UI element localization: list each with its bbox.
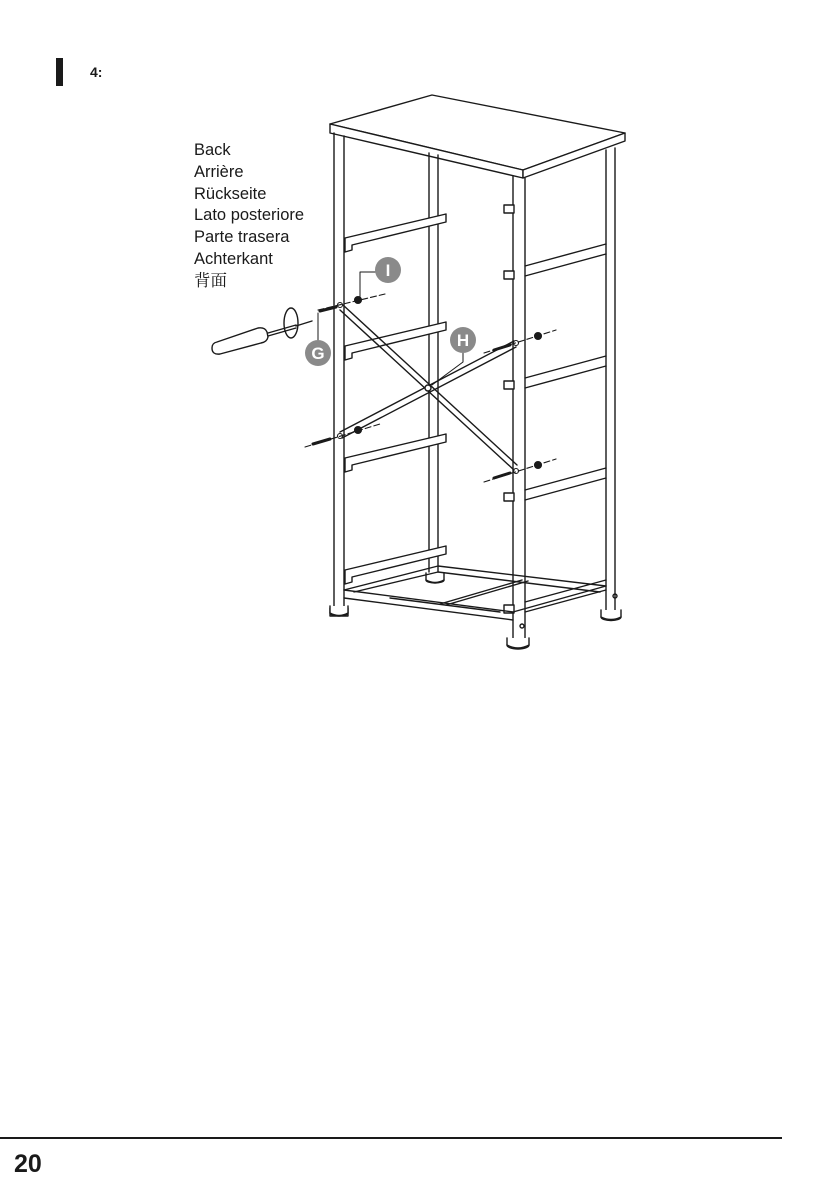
top-panel [330,95,625,178]
right-rails [504,244,606,613]
front-right-post [606,148,615,610]
screwdriver-icon [212,308,312,354]
callout-h [450,327,476,353]
feet [330,573,621,649]
page-number: 20 [14,1150,42,1178]
front-left-post [504,176,525,640]
label-chinese: 背面 [194,271,227,290]
callout-g [305,340,331,366]
label-german: Rückseite [194,184,267,203]
callout-h-text: H [456,331,470,350]
label-english: Back [194,141,231,159]
label-spanish: Parte trasera [194,228,290,247]
label-dutch: Achterkant [194,249,273,268]
callout-g-text: G [311,344,325,363]
callout-i [375,257,401,283]
back-left-post [330,133,348,616]
label-french: Arrière [194,162,244,181]
callout-i-text: I [385,261,391,280]
bottom-frame [344,566,617,628]
footer-rule [0,1137,782,1139]
step-label: 4: [90,64,103,80]
label-italian: Lato posteriore [194,206,305,225]
